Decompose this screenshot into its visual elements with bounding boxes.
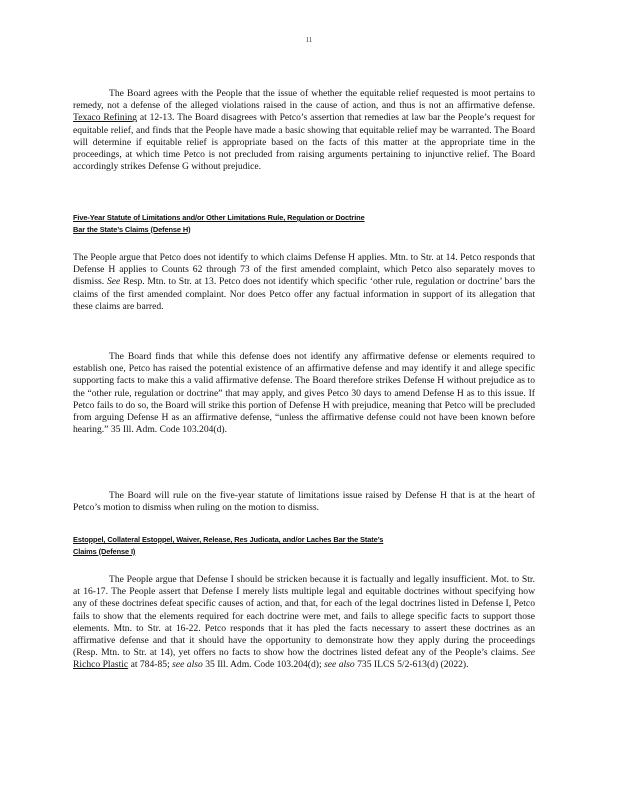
paragraph-board-finds-h [73,351,535,436]
p5-text-b: at 784-85; [130,659,170,671]
p5-see-also-signal-1: see also [172,659,203,671]
heading-h-line1: Five-Year Statute of Limitations and/or Other Limitations Rule, Regulation or Doctrine [73,213,365,222]
p1-text-b: at 12-13. The Board disagrees with Petco’s assertion that remedies at law bar the People’s request for equitable relief, and finds that the People have made a basic showing that equitable relief may be warranted. The Board will determine if equitable relief is appropriate based on the facts of this matter at the appropriate time in the proceedings, at which time Petco is not precluded from raising arguments pertaining to injunctive relief. The Board accordingly strikes Defense G without prejudice. [73,112,536,173]
heading-i-line2: Claims (Defense I) [73,546,136,556]
p5-see-signal: See [521,647,535,659]
p3-text: The Board finds that while this defense does not identify any affirmative defense or elements required to establish one, Petco has raised the potential existence of an affirmative defense and may identify it and allege specific supporting facts to make this a valid affirmative defense. The Board therefore strikes Defense H without prejudice as to the “other rule, regulation or doctrine” that may apply, and gives Petco 30 days to amend Defense H as to this issue. If Petco fails to do so, the Board will strike this portion of Defense H with prejudice, meaning that Petco will be precluded from arguing Defense H as an affirmative defense, “unless the affirmative defense could not have been known before hearing.” 35 Ill. Adm. Code 103.204(d). [73,351,535,436]
section-heading-defense-h [73,212,531,235]
paragraph-defense-i [73,574,535,672]
p4-text: The Board will rule on the five-year statute of limitations issue raised by Defense H that is at the heart of Petco’s motion to dismiss when ruling on the motion to dismiss. [73,490,535,514]
p5-text-c: 35 Ill. Adm. Code 103.204(d); [205,659,322,671]
p5-see-also-signal-2: see also [324,659,355,671]
p2-see-signal: See [106,276,121,288]
page-number: 11 [305,36,313,44]
p5-text-d: 735 ILCS 5/2-613(d) (2022). [357,659,469,671]
p2-text-a: The People argue that Petco does not identify to which claims Defense H applies. Mtn. to Str. at 14. Petco responds that Defense H applies to Counts 62 through 73 of the first amended complaint, which Petco also separately moves to dismiss. [73,252,535,288]
p5-text-a: The People argue that Defense I should be stricken because it is factually and legally insufficient. Mot. to Str. at 16-17. The People assert that Defense I merely lists multiple legal and equitable doctrines without specifying how any of these doctrines defeat specific causes of action, and that, for each of the legal doctrines listed in Defense I, Petco fails to show that the elements required for each doctrine were met, and fails to allege specific facts to support those elements. Mtn. to Str. at 16-22. Petco responds that it has pled the facts necessary to assert these doctrines as an affirmative defense and that it should have the opportunity to demonstrate how they apply during the proceedings (Resp. Mtn. to Str. at 14), yet offers no facts to show how the doctrines listed defeat any of the People’s claims. [73,574,535,659]
case-cite-texaco: Texaco Refining [73,112,137,124]
p1-text-a: The Board agrees with the People that the issue of whether the equitable relief requested is moot pertains to remedy, not a defense of the alleged violations raised in the cause of action, and thus is not an affirmative defense. [73,88,535,112]
heading-i-line1: Estoppel, Collateral Estoppel, Waiver, Release, Res Judicata, and/or Laches Bar the State’s [73,535,384,544]
p2-text-b: Resp. Mtn. to Str. at 13. Petco does not identify which specific ‘other rule, regulation or doctrine’ bars the claims of the first amended complaint. Nor does Petco offer any factual information in support of its allegation that these claims are barred. [73,276,536,312]
heading-h-line2: Bar the State’s Claims (Defense H) [73,224,191,234]
section-heading-defense-i [73,534,531,557]
case-cite-richco: Richco Plastic [73,659,129,671]
paragraph-people-argue-h [73,252,535,313]
paragraph-defense-g [73,88,535,173]
paragraph-board-will-rule [73,490,535,514]
